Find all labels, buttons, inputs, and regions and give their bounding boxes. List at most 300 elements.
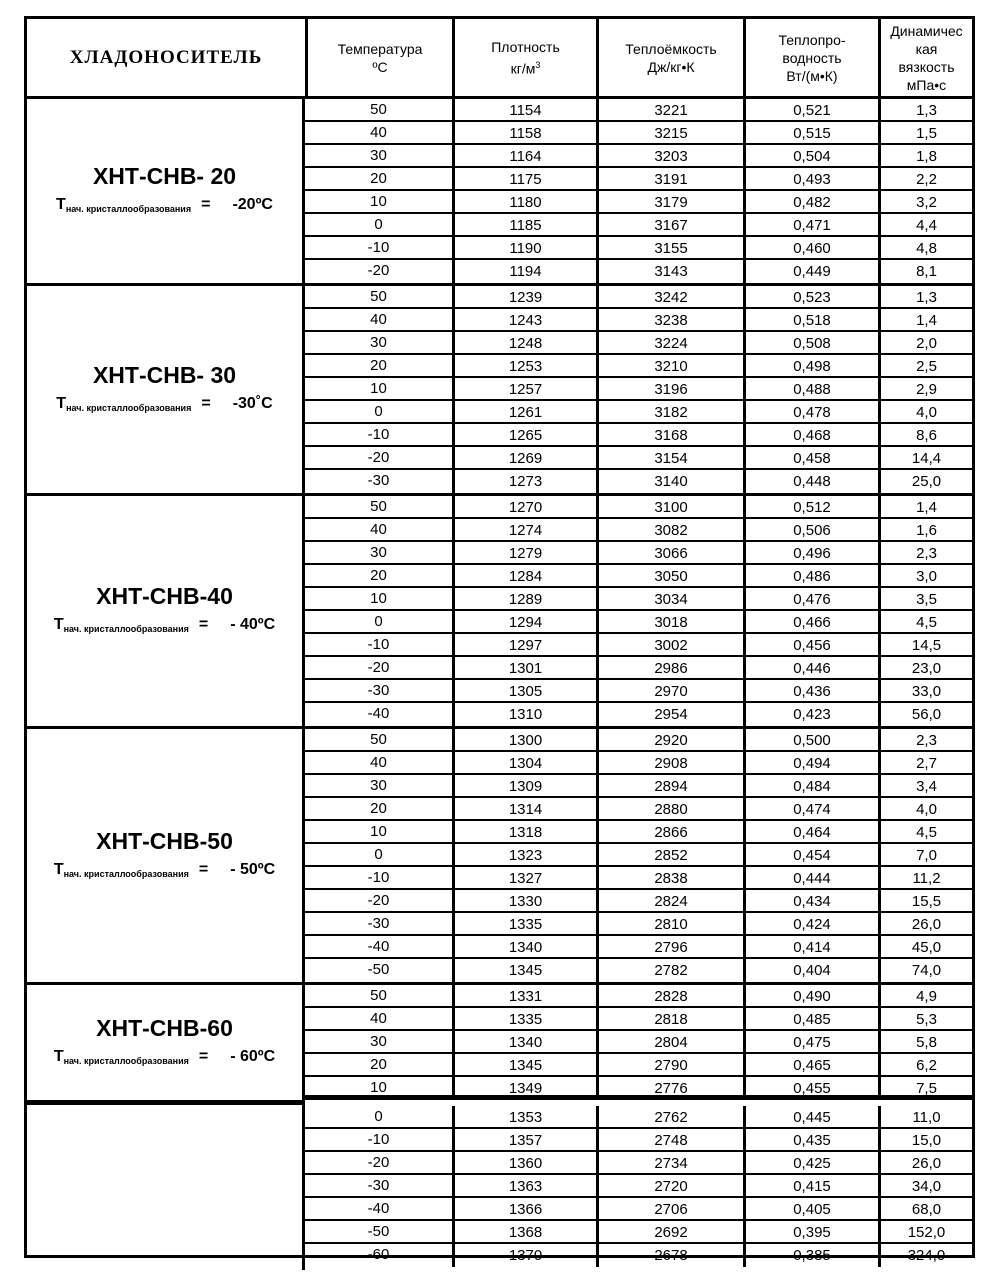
conductivity-cell: 0,482 <box>743 191 878 214</box>
table-row <box>305 401 972 424</box>
table-row <box>305 260 972 283</box>
coolant-label-cell <box>27 985 305 1100</box>
conductivity-cell: 0,521 <box>743 99 878 122</box>
density-cell: 1301 <box>452 657 596 680</box>
conductivity-cell: 0,444 <box>743 867 878 890</box>
viscosity-cell: 8,1 <box>878 260 972 283</box>
heat-capacity-cell: 2790 <box>596 1054 743 1077</box>
conductivity-cell: 0,460 <box>743 237 878 260</box>
temperature-cell: -20 <box>367 262 390 279</box>
coolant-label-cell <box>27 729 305 982</box>
viscosity-cell: 1,6 <box>878 519 972 542</box>
temperature-cell: 10 <box>370 380 387 397</box>
viscosity-cell: 15,5 <box>878 890 972 913</box>
viscosity-cell: 45,0 <box>878 936 972 959</box>
conductivity-cell: 0,474 <box>743 798 878 821</box>
heat-capacity-cell: 2908 <box>596 752 743 775</box>
table-row <box>305 680 972 703</box>
cryst-symbol: Т <box>53 1047 64 1065</box>
viscosity-cell: 2,7 <box>878 752 972 775</box>
temperature-cell: -20 <box>367 659 390 676</box>
temperature-cell: 20 <box>370 170 387 187</box>
conductivity-cell: 0,448 <box>743 470 878 493</box>
table-row <box>305 237 972 260</box>
coolant-name: ХНТ-СНВ- 20 <box>92 163 237 189</box>
conductivity-cell: 0,405 <box>743 1198 878 1221</box>
temperature-cell: -40 <box>367 938 390 955</box>
coolant-group <box>27 286 972 496</box>
heat-capacity-cell: 3154 <box>596 447 743 470</box>
conductivity-cell: 0,504 <box>743 145 878 168</box>
heat-capacity-cell: 3082 <box>596 519 743 542</box>
conductivity-cell: 0,515 <box>743 122 878 145</box>
temperature-cell: 20 <box>370 567 387 584</box>
density-cell: 1297 <box>452 634 596 657</box>
viscosity-cell: 5,8 <box>878 1031 972 1054</box>
density-cell: 1257 <box>452 378 596 401</box>
heat-capacity-cell: 3018 <box>596 611 743 634</box>
conductivity-cell: 0,485 <box>743 1008 878 1031</box>
conductivity-cell: 0,518 <box>743 309 878 332</box>
temperature-cell: -20 <box>367 892 390 909</box>
table-row <box>305 959 972 982</box>
cryst-symbol: Т <box>56 394 67 412</box>
viscosity-cell: 1,4 <box>878 309 972 332</box>
density-cell: 1357 <box>452 1129 596 1152</box>
density-cell: 1269 <box>452 447 596 470</box>
coolant-name: ХНТ-СНВ-50 <box>96 827 233 854</box>
viscosity-cell: 3,0 <box>878 565 972 588</box>
temperature-cell: -20 <box>367 449 390 466</box>
crystallization-temp <box>56 393 272 419</box>
table-row <box>305 1129 972 1152</box>
viscosity-cell: 4,0 <box>878 401 972 424</box>
viscosity-cell: 4,4 <box>878 214 972 237</box>
heat-capacity-cell: 2824 <box>596 890 743 913</box>
coolant-properties-table <box>24 16 975 1264</box>
header-heat-capacity: Теплоёмкость Дж/кг•К <box>596 19 743 96</box>
temperature-cell: 20 <box>370 357 387 374</box>
heat-capacity-cell: 3155 <box>596 237 743 260</box>
conductivity-cell: 0,478 <box>743 401 878 424</box>
density-cell: 1331 <box>452 985 596 1008</box>
viscosity-cell: 34,0 <box>878 1175 972 1198</box>
heat-capacity-cell: 2920 <box>596 729 743 752</box>
temperature-cell: -10 <box>367 426 390 443</box>
temperature-cell: 0 <box>374 613 383 630</box>
temperature-cell: 50 <box>370 987 387 1004</box>
density-cell: 1180 <box>452 191 596 214</box>
viscosity-cell: 2,5 <box>878 355 972 378</box>
conductivity-cell: 0,456 <box>743 634 878 657</box>
table-row <box>305 1152 972 1175</box>
table-header <box>27 19 972 99</box>
temperature-cell: -10 <box>367 636 390 653</box>
viscosity-cell: 3,4 <box>878 775 972 798</box>
conductivity-cell: 0,466 <box>743 611 878 634</box>
density-cell: 1243 <box>452 309 596 332</box>
table-row <box>305 447 972 470</box>
crystallization-temp <box>56 194 273 220</box>
cryst-symbol: Т <box>53 616 64 633</box>
density-cell: 1194 <box>452 260 596 283</box>
temperature-cell: 30 <box>370 1033 387 1050</box>
cryst-subscript: нач. кристаллообразования <box>63 624 189 634</box>
table-row <box>305 99 972 122</box>
viscosity-cell: 1,3 <box>878 99 972 122</box>
temperature-cell: 30 <box>370 147 387 164</box>
conductivity-cell: 0,454 <box>743 844 878 867</box>
conductivity-cell: 0,465 <box>743 1054 878 1077</box>
viscosity-cell: 1,3 <box>878 286 972 309</box>
density-cell: 1239 <box>452 286 596 309</box>
heat-capacity-cell: 3221 <box>596 99 743 122</box>
table-row <box>305 309 972 332</box>
heat-capacity-cell: 3242 <box>596 286 743 309</box>
table-row <box>305 122 972 145</box>
temperature-cell: 10 <box>370 590 387 607</box>
table-row <box>305 703 972 726</box>
table-row <box>305 424 972 447</box>
cryst-equals: = <box>198 860 209 878</box>
table-row <box>305 890 972 913</box>
table-row <box>305 985 972 1008</box>
conductivity-cell: 0,496 <box>743 542 878 565</box>
viscosity-cell: 26,0 <box>878 913 972 936</box>
temperature-cell: 50 <box>370 101 387 118</box>
temperature-cell: 30 <box>370 334 387 351</box>
table-row <box>305 844 972 867</box>
group-rows <box>305 729 972 982</box>
temperature-cell: -10 <box>367 869 390 886</box>
cryst-value: -30˚С <box>232 394 273 412</box>
viscosity-cell: 4,9 <box>878 985 972 1008</box>
density-cell: 1353 <box>452 1106 596 1129</box>
conductivity-cell: 0,464 <box>743 821 878 844</box>
cryst-subscript: нач. кристаллообразования <box>65 204 192 214</box>
header-conductivity: Теплопро- водность Вт/(м•К) <box>743 19 878 96</box>
cryst-subscript: нач. кристаллообразования <box>63 868 189 879</box>
density-cell: 1305 <box>452 680 596 703</box>
viscosity-cell: 1,8 <box>878 145 972 168</box>
density-cell: 1190 <box>452 237 596 260</box>
table-row <box>305 1198 972 1221</box>
heat-capacity-cell: 3224 <box>596 332 743 355</box>
viscosity-cell: 14,4 <box>878 447 972 470</box>
table-row <box>305 611 972 634</box>
temperature-cell: 10 <box>370 193 387 210</box>
density-cell: 1370 <box>452 1244 596 1267</box>
coolant-group <box>27 99 972 286</box>
heat-capacity-cell: 3050 <box>596 565 743 588</box>
table-row <box>305 168 972 191</box>
density-cell: 1340 <box>452 936 596 959</box>
density-cell: 1314 <box>452 798 596 821</box>
heat-capacity-cell: 3210 <box>596 355 743 378</box>
density-cell: 1318 <box>452 821 596 844</box>
cryst-subscript: нач. кристаллообразования <box>63 1055 189 1066</box>
temperature-cell: -40 <box>367 1200 390 1217</box>
header-temperature: Температура ºС <box>305 19 452 96</box>
group-rows <box>305 496 972 726</box>
temperature-cell: -40 <box>367 705 390 722</box>
coolant-name: ХНТ-СНВ-60 <box>96 1014 233 1041</box>
heat-capacity-cell: 2748 <box>596 1129 743 1152</box>
conductivity-cell: 0,508 <box>743 332 878 355</box>
viscosity-cell: 1,5 <box>878 122 972 145</box>
temperature-cell: 40 <box>370 1010 387 1027</box>
density-cell: 1309 <box>452 775 596 798</box>
heat-capacity-cell: 2986 <box>596 657 743 680</box>
heat-capacity-cell: 2828 <box>596 985 743 1008</box>
coolant-group <box>27 729 972 985</box>
viscosity-cell: 1,4 <box>878 496 972 519</box>
conductivity-cell: 0,486 <box>743 565 878 588</box>
heat-capacity-cell: 2678 <box>596 1244 743 1267</box>
conductivity-cell: 0,404 <box>743 959 878 982</box>
conductivity-cell: 0,423 <box>743 703 878 726</box>
heat-capacity-cell: 2970 <box>596 680 743 703</box>
temperature-cell: 30 <box>370 544 387 561</box>
conductivity-cell: 0,435 <box>743 1129 878 1152</box>
density-cell: 1340 <box>452 1031 596 1054</box>
temperature-cell: -30 <box>367 682 390 699</box>
conductivity-cell: 0,445 <box>743 1106 878 1129</box>
table-row <box>305 1008 972 1031</box>
table-row <box>305 1054 972 1077</box>
temperature-cell: -60 <box>367 1246 390 1263</box>
conductivity-cell: 0,455 <box>743 1077 878 1100</box>
viscosity-cell: 324,0 <box>878 1244 972 1267</box>
table-row <box>305 588 972 611</box>
density-cell: 1345 <box>452 1054 596 1077</box>
viscosity-cell: 11,2 <box>878 867 972 890</box>
conductivity-cell: 0,494 <box>743 752 878 775</box>
conductivity-cell: 0,475 <box>743 1031 878 1054</box>
temperature-cell: 0 <box>374 846 383 863</box>
viscosity-cell: 3,5 <box>878 588 972 611</box>
temperature-cell: 50 <box>370 498 387 515</box>
temperature-cell: 50 <box>370 288 387 305</box>
crystallization-temp <box>54 859 275 885</box>
table-row <box>305 634 972 657</box>
conductivity-cell: 0,476 <box>743 588 878 611</box>
table-row <box>305 565 972 588</box>
heat-capacity-cell: 2706 <box>596 1198 743 1221</box>
conductivity-cell: 0,446 <box>743 657 878 680</box>
table-row <box>305 657 972 680</box>
temperature-cell: -50 <box>367 961 390 978</box>
density-cell: 1248 <box>452 332 596 355</box>
table-row <box>305 752 972 775</box>
viscosity-cell: 6,2 <box>878 1054 972 1077</box>
density-cell: 1274 <box>452 519 596 542</box>
temperature-cell: 30 <box>370 777 387 794</box>
viscosity-cell: 15,0 <box>878 1129 972 1152</box>
viscosity-cell: 33,0 <box>878 680 972 703</box>
table-row <box>305 729 972 752</box>
density-cell: 1363 <box>452 1175 596 1198</box>
viscosity-cell: 2,3 <box>878 542 972 565</box>
heat-capacity-cell: 2762 <box>596 1106 743 1129</box>
table-row <box>305 378 972 401</box>
temperature-cell: -20 <box>367 1154 390 1171</box>
heat-capacity-cell: 3196 <box>596 378 743 401</box>
cryst-value: - 50ºС <box>230 860 276 878</box>
heat-capacity-cell: 3191 <box>596 168 743 191</box>
temperature-cell: 10 <box>370 823 387 840</box>
density-cell: 1323 <box>452 844 596 867</box>
heat-capacity-cell: 2866 <box>596 821 743 844</box>
heat-capacity-cell: 2894 <box>596 775 743 798</box>
density-cell: 1335 <box>452 1008 596 1031</box>
density-cell: 1300 <box>452 729 596 752</box>
viscosity-cell: 2,0 <box>878 332 972 355</box>
table-row <box>305 1077 972 1100</box>
heat-capacity-cell: 3167 <box>596 214 743 237</box>
temperature-cell: 40 <box>370 521 387 538</box>
heat-capacity-cell: 2776 <box>596 1077 743 1100</box>
heat-capacity-cell: 3168 <box>596 424 743 447</box>
temperature-cell: 0 <box>374 216 383 233</box>
table-row <box>305 332 972 355</box>
viscosity-cell: 11,0 <box>878 1106 972 1129</box>
crystallization-temp <box>54 1046 275 1072</box>
temperature-cell: 40 <box>370 754 387 771</box>
heat-capacity-cell: 3143 <box>596 260 743 283</box>
density-cell: 1330 <box>452 890 596 913</box>
viscosity-cell: 68,0 <box>878 1198 972 1221</box>
viscosity-cell: 8,6 <box>878 424 972 447</box>
density-cell: 1270 <box>452 496 596 519</box>
conductivity-cell: 0,458 <box>743 447 878 470</box>
table-row <box>305 1221 972 1244</box>
density-cell: 1327 <box>452 867 596 890</box>
table-row <box>305 913 972 936</box>
density-cell: 1368 <box>452 1221 596 1244</box>
table-row <box>305 798 972 821</box>
conductivity-cell: 0,468 <box>743 424 878 447</box>
temperature-cell: -50 <box>367 1223 390 1240</box>
heat-capacity-cell: 2810 <box>596 913 743 936</box>
density-cell: 1273 <box>452 470 596 493</box>
table-row <box>305 821 972 844</box>
coolant-label-cell <box>27 286 305 493</box>
cryst-equals: = <box>201 394 211 412</box>
conductivity-cell: 0,415 <box>743 1175 878 1198</box>
heat-capacity-cell: 3215 <box>596 122 743 145</box>
heat-capacity-cell: 2692 <box>596 1221 743 1244</box>
conductivity-cell: 0,506 <box>743 519 878 542</box>
temperature-cell: 20 <box>370 800 387 817</box>
cryst-equals: = <box>201 196 211 213</box>
density-cell: 1164 <box>452 145 596 168</box>
cryst-value: - 40ºС <box>230 616 276 633</box>
density-cell: 1335 <box>452 913 596 936</box>
header-coolant: ХЛАДОНОСИТЕЛЬ <box>69 46 263 68</box>
density-cell: 1185 <box>452 214 596 237</box>
conductivity-cell: 0,471 <box>743 214 878 237</box>
conductivity-cell: 0,434 <box>743 890 878 913</box>
temperature-cell: 40 <box>370 311 387 328</box>
viscosity-cell: 7,5 <box>878 1077 972 1100</box>
heat-capacity-cell: 2954 <box>596 703 743 726</box>
coolant-name: ХНТ-СНВ-40 <box>96 583 233 609</box>
conductivity-cell: 0,424 <box>743 913 878 936</box>
viscosity-cell: 26,0 <box>878 1152 972 1175</box>
conductivity-cell: 0,385 <box>743 1244 878 1267</box>
viscosity-cell: 3,2 <box>878 191 972 214</box>
density-cell: 1253 <box>452 355 596 378</box>
conductivity-cell: 0,512 <box>743 496 878 519</box>
heat-capacity-cell: 3238 <box>596 309 743 332</box>
temperature-cell: 20 <box>370 1056 387 1073</box>
viscosity-cell: 152,0 <box>878 1221 972 1244</box>
density-cell: 1294 <box>452 611 596 634</box>
heat-capacity-cell: 2804 <box>596 1031 743 1054</box>
density-cell: 1360 <box>452 1152 596 1175</box>
heat-capacity-cell: 2880 <box>596 798 743 821</box>
table-row <box>305 1175 972 1198</box>
temperature-cell: 0 <box>374 403 383 420</box>
conductivity-cell: 0,484 <box>743 775 878 798</box>
viscosity-cell: 14,5 <box>878 634 972 657</box>
temperature-cell: -30 <box>367 1177 390 1194</box>
coolant-label-cell <box>27 99 305 283</box>
viscosity-cell: 56,0 <box>878 703 972 726</box>
table-row <box>305 1031 972 1054</box>
table-row <box>305 936 972 959</box>
heat-capacity-cell: 2852 <box>596 844 743 867</box>
viscosity-cell: 74,0 <box>878 959 972 982</box>
viscosity-cell: 2,2 <box>878 168 972 191</box>
density-cell: 1265 <box>452 424 596 447</box>
table-row <box>305 470 972 493</box>
temperature-cell: 10 <box>370 1079 387 1096</box>
viscosity-cell: 7,0 <box>878 844 972 867</box>
temperature-cell: -30 <box>367 915 390 932</box>
viscosity-cell: 4,5 <box>878 821 972 844</box>
table-row <box>305 145 972 168</box>
heat-capacity-cell: 3034 <box>596 588 743 611</box>
density-cell: 1349 <box>452 1077 596 1100</box>
cryst-symbol: Т <box>53 860 64 878</box>
heat-capacity-cell: 3100 <box>596 496 743 519</box>
heat-capacity-cell: 3140 <box>596 470 743 493</box>
table-row <box>305 355 972 378</box>
empty-label-cell <box>27 1105 305 1270</box>
conductivity-cell: 0,395 <box>743 1221 878 1244</box>
heat-capacity-cell: 3203 <box>596 145 743 168</box>
temperature-cell: 40 <box>370 124 387 141</box>
conductivity-cell: 0,414 <box>743 936 878 959</box>
heat-capacity-cell: 3066 <box>596 542 743 565</box>
heat-capacity-cell: 2796 <box>596 936 743 959</box>
temperature-cell: 50 <box>370 731 387 748</box>
group-rows <box>305 99 972 283</box>
viscosity-cell: 2,9 <box>878 378 972 401</box>
group-rows <box>305 286 972 493</box>
cryst-equals: = <box>198 616 209 633</box>
heat-capacity-cell: 3002 <box>596 634 743 657</box>
cryst-subscript: нач. кристаллообразования <box>66 402 192 413</box>
table-row <box>305 496 972 519</box>
table-row <box>305 214 972 237</box>
temperature-cell: 0 <box>374 1108 383 1125</box>
density-cell: 1261 <box>452 401 596 424</box>
viscosity-cell: 4,0 <box>878 798 972 821</box>
table-row <box>305 519 972 542</box>
